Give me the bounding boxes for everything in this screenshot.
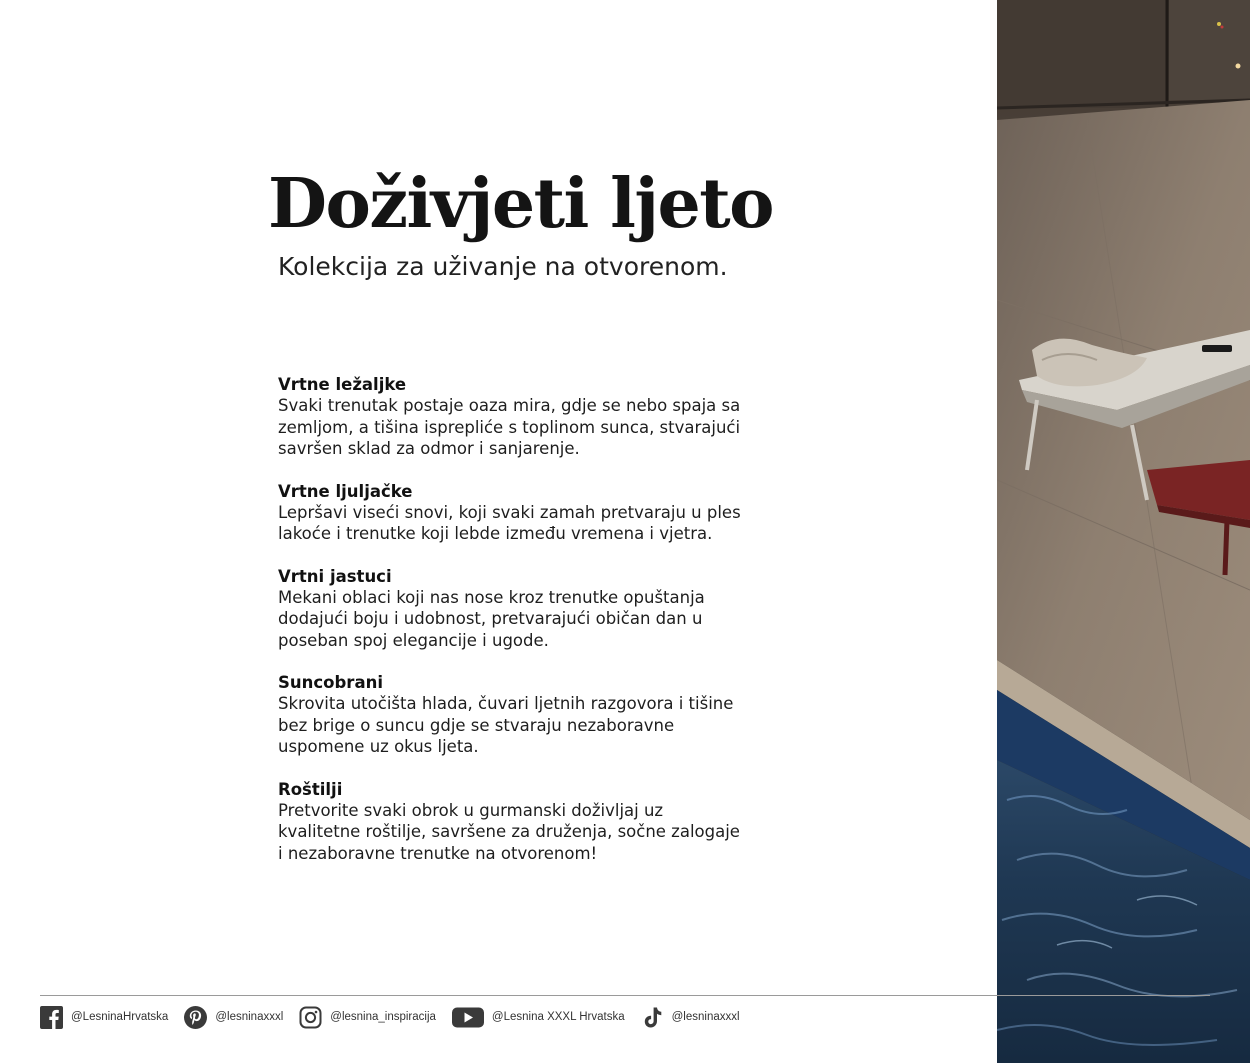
category-grills	[278, 779, 748, 865]
category-description: Skrovita utočišta hlada, čuvari ljetnih razgovora i tišine bez brige o suncu gdje se stvaraju nezaboravne uspomene uz okus ljeta.	[278, 694, 734, 756]
social-handle: @lesninaxxxl	[671, 1011, 740, 1023]
headline-block	[268, 160, 774, 284]
social-handle: @Lesnina XXXL Hrvatska	[491, 1011, 625, 1023]
tiktok-icon	[641, 1006, 664, 1029]
social-youtube[interactable]	[452, 1006, 625, 1029]
social-facebook[interactable]	[40, 1006, 168, 1029]
category-parasols	[278, 672, 748, 758]
poolside-photo	[997, 0, 1250, 1063]
category-title: Vrtni jastuci	[278, 566, 392, 586]
category-garden-loungers	[278, 374, 748, 460]
social-tiktok[interactable]	[641, 1006, 740, 1029]
page-title: Doživjeti ljeto	[268, 164, 774, 244]
category-description: Svaki trenutak postaje oaza mira, gdje se nebo spaja sa zemljom, a tišina isprepliće s toplinom sunca, stvarajući savršen sklad za odmor i sanjarenje.	[278, 396, 741, 458]
youtube-icon	[452, 1006, 484, 1029]
category-title: Vrtne ležaljke	[278, 375, 407, 394]
category-description: Mekani oblaci koji nas nose kroz trenutke opuštanja dodajući boju i udobnost, pretvarajući običan dan u poseban spoj elegancije i ugode.	[278, 587, 705, 650]
category-title: Vrtne ljuljačke	[278, 481, 413, 501]
poolside-scene	[997, 0, 1250, 1063]
social-handle: @lesnina_inspiracija	[330, 1011, 436, 1023]
social-instagram[interactable]	[299, 1006, 436, 1029]
category-description: Pretvorite svaki obrok u gurmanski doživljaj uz kvalitetne roštilje, savršene za druženja, sočne zalogaje i nezaboravne trenutke na otvorenom!	[278, 800, 740, 863]
footer-divider	[40, 995, 1210, 996]
category-list	[278, 374, 748, 885]
facebook-icon	[40, 1006, 63, 1029]
category-garden-swings	[278, 481, 748, 545]
social-links	[40, 1005, 756, 1029]
category-description: Lepršavi viseći snovi, koji svaki zamah pretvaraju u ples lakoće i trenutke koji lebde između vremena i vjetra.	[278, 502, 741, 543]
pinterest-icon	[184, 1006, 207, 1029]
page-subtitle: Kolekcija za uživanje na otvorenom.	[278, 252, 728, 281]
category-garden-cushions	[278, 566, 748, 652]
instagram-icon	[299, 1006, 322, 1029]
category-title: Roštilji	[278, 779, 343, 799]
category-title: Suncobrani	[278, 673, 383, 692]
social-handle: @lesninaxxxl	[215, 1011, 284, 1023]
social-handle: @LesninaHrvatska	[71, 1011, 169, 1023]
social-pinterest[interactable]	[184, 1006, 283, 1029]
